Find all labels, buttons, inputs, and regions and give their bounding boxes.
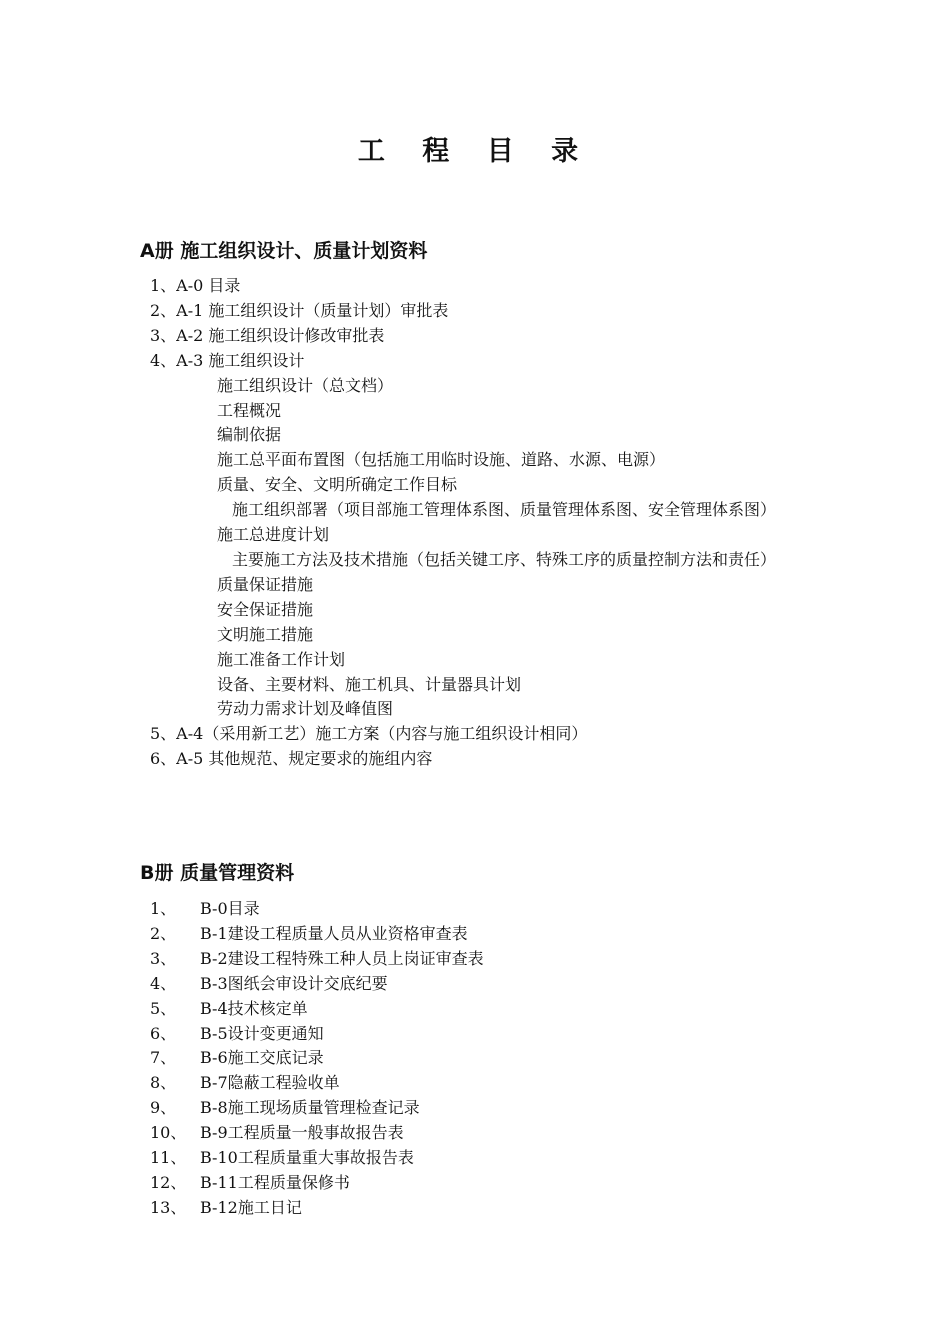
list-item: 劳动力需求计划及峰值图 [217,699,394,719]
list-item [140,1121,865,1146]
list-item [140,1022,865,1047]
item-text: B-9工程质量一般事故报告表 [200,1123,404,1143]
list-item: 主要施工方法及技术措施（包括关键工序、特殊工序的质量控制方法和责任） [232,549,777,569]
list-item: 6、A-5 其他规范、规定要求的施组内容 [150,749,433,769]
list-item [140,1096,865,1121]
item-number: 12、 [150,1172,187,1192]
list-item [140,1196,865,1221]
item-text: B-1建设工程质量人员从业资格审查表 [200,923,468,943]
list-item [140,1046,865,1071]
list-item: 施工组织设计（总文档） [217,375,394,395]
list-item: 施工总进度计划 [217,525,330,545]
list-item: 5、A-4（采用新工艺）施工方案（内容与施工组织设计相同） [150,724,588,744]
item-number: 2、 [150,923,177,943]
list-item: 施工总平面布置图（包括施工用临时设施、道路、水源、电源） [217,450,666,470]
section-a-list [140,274,865,772]
item-number: 11、 [150,1148,187,1168]
item-number: 10、 [150,1123,187,1143]
list-item: 2、A-1 施工组织设计（质量计划）审批表 [150,300,449,320]
item-text: B-2建设工程特殊工种人员上岗证审查表 [200,948,484,968]
list-item: 质量保证措施 [217,574,314,594]
list-item [140,997,865,1022]
item-number: 7、 [150,1048,177,1068]
item-text: B-3图纸会审设计交底纪要 [200,973,388,993]
item-number: 4、 [150,973,177,993]
list-item: 工程概况 [217,400,282,420]
item-number: 1、 [150,899,177,918]
list-item [140,1146,865,1171]
list-item: 1、A-0 目录 [150,276,241,295]
list-item: 施工组织部署（项目部施工管理体系图、质量管理体系图、安全管理体系图） [232,500,777,520]
page-title: 工 程 目 录 [357,136,593,167]
list-item: 安全保证措施 [217,599,314,619]
item-text: B-6施工交底记录 [200,1048,324,1068]
list-item [140,1071,865,1096]
list-item [140,972,865,997]
item-text: B-0目录 [200,899,260,918]
section-a-heading: A册 施工组织设计、质量计划资料 [140,240,428,262]
list-item: 3、A-2 施工组织设计修改审批表 [150,325,385,345]
item-text: B-8施工现场质量管理检查记录 [200,1098,420,1118]
section-b-list [140,897,865,1221]
item-text: B-10工程质量重大事故报告表 [200,1148,414,1168]
list-item: 施工准备工作计划 [217,649,346,669]
section-b-heading: B册 质量管理资料 [140,862,295,884]
list-item: 编制依据 [217,425,282,445]
list-item: 质量、安全、文明所确定工作目标 [217,475,458,495]
list-item: 4、A-3 施工组织设计 [150,350,305,370]
item-number: 13、 [150,1197,187,1217]
list-item [140,1171,865,1196]
item-number: 6、 [150,1023,177,1043]
item-text: B-7隐蔽工程验收单 [200,1073,340,1093]
list-item [140,922,865,947]
item-text: B-4技术核定单 [200,998,308,1018]
list-item [140,947,865,972]
list-item [140,897,865,922]
item-number: 9、 [150,1098,177,1118]
item-number: 5、 [150,998,177,1018]
item-text: B-11工程质量保修书 [200,1172,350,1192]
item-number: 3、 [150,948,177,968]
item-number: 8、 [150,1073,177,1093]
item-text: B-5设计变更通知 [200,1023,324,1043]
list-item: 文明施工措施 [217,624,314,644]
list-item: 设备、主要材料、施工机具、计量器具计划 [217,674,522,694]
item-text: B-12施工日记 [200,1197,302,1217]
